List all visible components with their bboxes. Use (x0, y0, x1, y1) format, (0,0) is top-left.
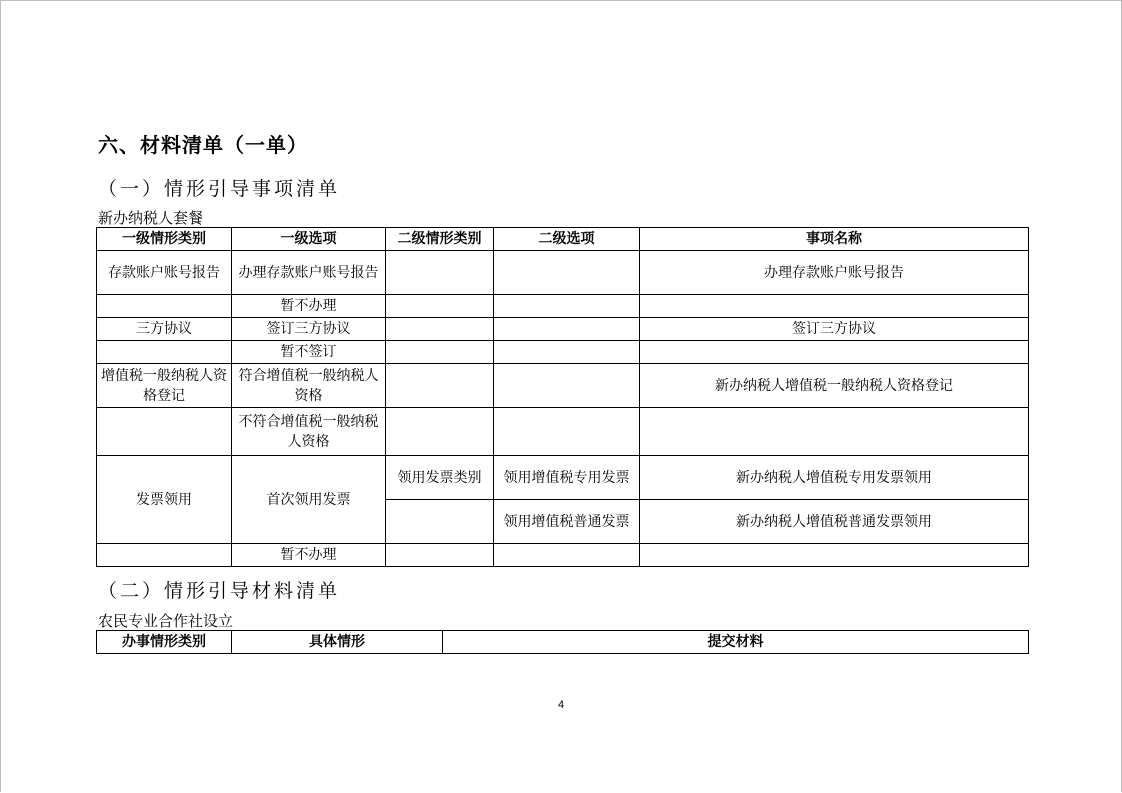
table-cell (494, 295, 640, 318)
table-cell (494, 364, 640, 408)
header-cell: 具体情形 (232, 631, 443, 654)
table-row (97, 408, 1029, 456)
table-cell: 新办纳税人增值税普通发票领用 (640, 500, 1029, 544)
table-cell: 领用增值税普通发票 (494, 500, 640, 544)
table-cell: 符合增值税一般纳税人资格 (232, 364, 386, 408)
table-cell (640, 408, 1029, 456)
header-cell: 一级选项 (232, 228, 386, 251)
part2-title: （二）情形引导材料清单 (98, 580, 341, 602)
table-row (97, 544, 1029, 567)
table-cell (386, 295, 494, 318)
header-cell: 办事情形类别 (97, 631, 232, 654)
table-cell: 三方协议 (97, 318, 232, 341)
table-cell (386, 364, 494, 408)
table-header-row (97, 228, 1029, 251)
table-cell (640, 295, 1029, 318)
table-cell (386, 341, 494, 364)
table-cell: 增值税一般纳税人资格登记 (97, 364, 232, 408)
table-cell (97, 341, 232, 364)
table-cell: 不符合增值税一般纳税人资格 (232, 408, 386, 456)
table-cell (494, 318, 640, 341)
table-row (97, 456, 1029, 500)
table-row (97, 251, 1029, 295)
table-cell (97, 408, 232, 456)
table-cell: 新办纳税人增值税一般纳税人资格登记 (640, 364, 1029, 408)
table-cell (97, 544, 232, 567)
table-cell (494, 251, 640, 295)
table-cell: 暂不办理 (232, 295, 386, 318)
table-cell: 新办纳税人增值税专用发票领用 (640, 456, 1029, 500)
table-cell: 存款账户账号报告 (97, 251, 232, 295)
table-header-row (97, 631, 1029, 654)
table-cell: 暂不办理 (232, 544, 386, 567)
part1-caption: 新办纳税人套餐 (98, 209, 204, 227)
table-cell (494, 408, 640, 456)
table-row (97, 341, 1029, 364)
table-cell (494, 544, 640, 567)
table-row (97, 295, 1029, 318)
table-cell (640, 544, 1029, 567)
header-cell: 二级选项 (494, 228, 640, 251)
table-cell: 办理存款账户账号报告 (640, 251, 1029, 295)
table-cell (386, 544, 494, 567)
table-row (97, 318, 1029, 341)
materials-table (96, 630, 1029, 654)
table-cell (386, 500, 494, 544)
table-cell (386, 408, 494, 456)
table-cell: 签订三方协议 (640, 318, 1029, 341)
header-cell: 事项名称 (640, 228, 1029, 251)
table-cell: 发票领用 (97, 456, 232, 544)
table-cell: 签订三方协议 (232, 318, 386, 341)
part1-title: （一）情形引导事项清单 (98, 178, 341, 200)
header-cell: 二级情形类别 (386, 228, 494, 251)
table-row (97, 364, 1029, 408)
matters-table (96, 227, 1029, 567)
table-cell (386, 318, 494, 341)
table-cell: 领用增值税专用发票 (494, 456, 640, 500)
table-cell (386, 251, 494, 295)
section-heading: 六、材料清单（一单） (98, 133, 308, 157)
table-cell (640, 341, 1029, 364)
header-cell: 一级情形类别 (97, 228, 232, 251)
table-cell: 首次领用发票 (232, 456, 386, 544)
table-cell: 办理存款账户账号报告 (232, 251, 386, 295)
table-cell (97, 295, 232, 318)
page-number: 4 (557, 699, 565, 711)
table-cell: 领用发票类别 (386, 456, 494, 500)
header-cell: 提交材料 (443, 631, 1029, 654)
table-cell (494, 341, 640, 364)
part2-caption: 农民专业合作社设立 (98, 612, 234, 630)
table-cell: 暂不签订 (232, 341, 386, 364)
